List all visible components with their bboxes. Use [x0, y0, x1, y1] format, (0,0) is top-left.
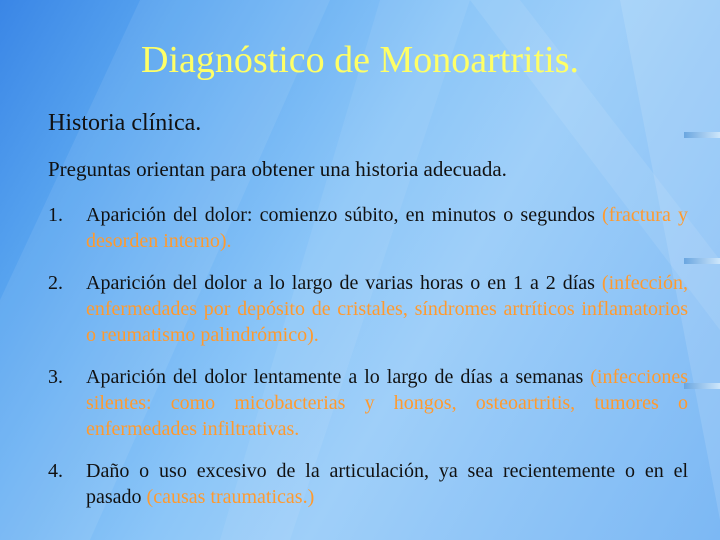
list-text [86, 202, 688, 254]
item-highlight: (causas traumaticas.) [146, 486, 315, 508]
item-text: Aparición del dolor a lo largo de varias horas o en 1 a 2 días [86, 272, 602, 294]
decorative-bar [684, 258, 720, 264]
list-number: 4. [48, 460, 63, 482]
list-text [86, 364, 688, 442]
list-item [48, 364, 688, 442]
list-text [86, 270, 688, 348]
list-item [48, 270, 688, 348]
list-item [48, 458, 688, 510]
item-text: Aparición del dolor lentamente a lo largo de días a semanas [86, 366, 591, 388]
slide-subtitle: Historia clínica. [48, 110, 202, 136]
question-list [48, 202, 688, 526]
list-item [48, 202, 688, 254]
item-highlight: (infección, enfermedades por depósito de cristales, síndromes artríticos inflamatorios o reumatismo palindrómico). [86, 272, 688, 346]
list-number: 1. [48, 204, 63, 226]
slide-title: Diagnóstico de Monoartritis. [141, 39, 579, 81]
intro-text: Preguntas orientan para obtener una historia adecuada. [48, 157, 507, 181]
list-text [86, 458, 688, 510]
decorative-bar [684, 383, 720, 389]
list-number: 2. [48, 272, 63, 294]
item-text: Aparición del dolor: comienzo súbito, en minutos o segundos [86, 204, 603, 226]
decorative-bar [684, 132, 720, 138]
item-highlight: (fractura y desorden interno). [86, 204, 689, 252]
item-highlight: (infecciones silentes: como micobacterias y hongos, osteoartritis, tumores o enfermedades infiltrativas. [86, 366, 688, 440]
item-text: Daño o uso excesivo de la articulación, ya sea recientemente o en el pasado [86, 460, 688, 508]
list-number: 3. [48, 366, 63, 388]
